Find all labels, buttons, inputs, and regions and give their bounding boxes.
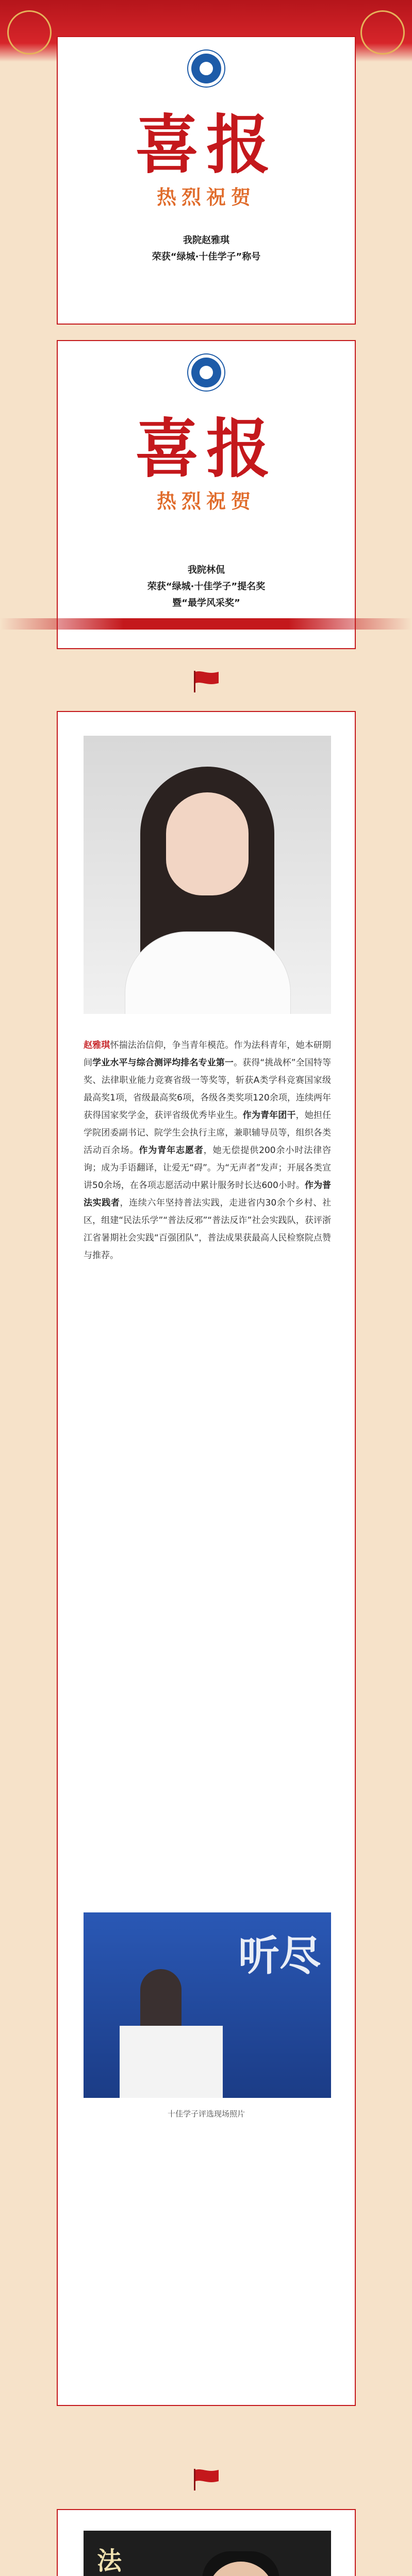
bio-highlight: 作为青年团干 — [242, 1110, 296, 1121]
poster-line-2: 荣获“绿城·十佳学子”称号 — [152, 251, 261, 262]
bio-text: ，连续六年坚持普法实践，走进省内30余个乡村、社区，组建“民法乐学”“普法反邪”“普法反诈”社会实践队，获评浙江省暑期社会实践“百强团队”，普法成果获最高人民检察院点赞与推荐。 — [84, 1198, 332, 1261]
university-emblem-icon — [188, 50, 224, 87]
student-profile-1 — [57, 711, 356, 2406]
bio-text: 。获得“挑战杯”全国特等奖、法律职业能力竞赛省级一等奖等，斩获A类学科竞赛国家级最高奖1项，省级最高奖6项，各级各类奖项120余项，连续两年获得国家奖学金，获评省级优秀毕业生。 — [84, 1058, 332, 1121]
bio-highlight: 作为普法实践者 — [84, 1180, 331, 1208]
photo-caption: 十佳学子评选现场照片 — [167, 2109, 245, 2119]
event-overlay-text: 听尽 — [238, 1931, 321, 1980]
bio-text: 怀揣法治信仰，争当青年模范。作为法科青年，她本研期间 — [84, 1040, 332, 1068]
congrats-poster-2 — [57, 340, 356, 649]
poster-subtitle: 热烈祝贺 — [156, 489, 256, 513]
congrats-poster-1 — [57, 36, 356, 325]
event-photo — [84, 1912, 331, 2098]
banner-dept-text: 法 — [97, 2547, 122, 2575]
cloud-pattern-left — [7, 10, 52, 55]
poster-title: 喜报 — [135, 412, 277, 486]
cloud-pattern-right — [360, 10, 405, 55]
red-flag-icon — [192, 2468, 221, 2492]
university-emblem-icon — [188, 354, 224, 391]
poster-title: 喜报 — [135, 108, 277, 182]
poster-line-1: 我院林侃 — [188, 565, 225, 575]
poster-line-3: 暨“最学风采奖” — [172, 598, 240, 608]
red-flag-icon — [192, 670, 221, 693]
bio-highlight: 作为青年志愿者 — [139, 1145, 204, 1156]
poster-line-1: 我院赵雅琪 — [183, 235, 229, 246]
poster-subtitle: 热烈祝贺 — [156, 185, 256, 209]
poster-line-2: 荣获“绿城·十佳学子”提名奖 — [147, 581, 266, 592]
student-profile-2 — [57, 2509, 356, 2576]
profile-bio — [84, 1037, 331, 1264]
bio-text: ，她无偿提供200余小时法律咨询；成为手语翻译，让爱无“碍”。为“无声者”发声；开展各类宣讲50余场，在各项志愿活动中累计服务时长达600小时。 — [84, 1145, 332, 1191]
bio-text: ，她担任学院团委副书记、院学生会执行主席，兼职辅导员等，组织各类活动百余场。 — [84, 1110, 332, 1156]
portrait-photo — [84, 736, 331, 1014]
portrait-photo — [84, 2531, 331, 2576]
student-name: 赵雅琪 — [84, 1040, 110, 1050]
bio-highlight: 学业水平与综合测评均排名专业第一 — [92, 1058, 234, 1068]
red-ribbon-divider — [0, 618, 412, 630]
